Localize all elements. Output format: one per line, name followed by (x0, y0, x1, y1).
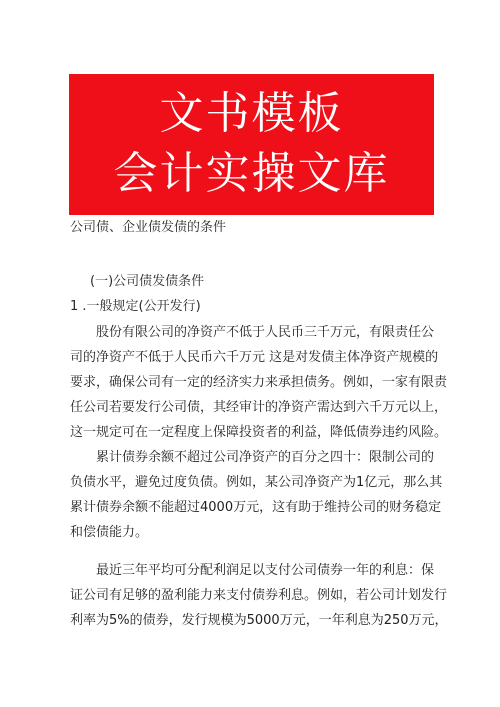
paragraph-line: 任公司若要发行公司债，其经审计的净资产需达到六千万元以上， (70, 400, 448, 415)
subsection-heading: 1 .一般规定(公开发行) (70, 299, 201, 314)
banner-title-line-1: 文书模板 (159, 88, 344, 139)
title-banner (69, 74, 434, 215)
paragraph-line: 累计债券余额不超过公司净资产的百分之四十：限制公司的 (96, 450, 435, 465)
paragraph-line: 最近三年平均可分配利润足以支付公司债券一年的利息：保 (96, 563, 435, 578)
paragraph-line: 利率为5%的债券，发行规模为5000万元，一年利息为250万元， (70, 613, 448, 628)
paragraph-line: 证公司有足够的盈利能力来支付债券利息。例如，若公司计划发行 (70, 588, 448, 603)
document-title: 公司债、企业债发债的条件 (70, 220, 227, 235)
paragraph-line: 累计债券余额不能超过4000万元，这有助于维持公司的财务稳定 (70, 500, 442, 515)
body-paragraph (70, 320, 448, 445)
section-heading: (一)公司债发债条件 (90, 274, 205, 289)
paragraph-line: 要求，确保公司有一定的经济实力来承担债务。例如，一家有限责 (70, 375, 448, 390)
paragraph-line: 负债水平，避免过度负债。例如，某公司净资产为1亿元，那么其 (70, 475, 443, 490)
paragraph-line: 股份有限公司的净资产不低于人民币三千万元，有限责任公 (96, 325, 435, 340)
body-paragraph (70, 445, 443, 545)
paragraph-line: 这一规定可在一定程度上保障投资者的利益，降低债券违约风险。 (70, 425, 448, 440)
paragraph-line: 和偿债能力。 (70, 525, 149, 540)
body-paragraph (70, 558, 448, 633)
banner-title-line-2: 会计实操文库 (113, 148, 390, 199)
paragraph-line: 司的净资产不低于人民币六千万元 这是对发债主体净资产规模的 (70, 350, 439, 365)
